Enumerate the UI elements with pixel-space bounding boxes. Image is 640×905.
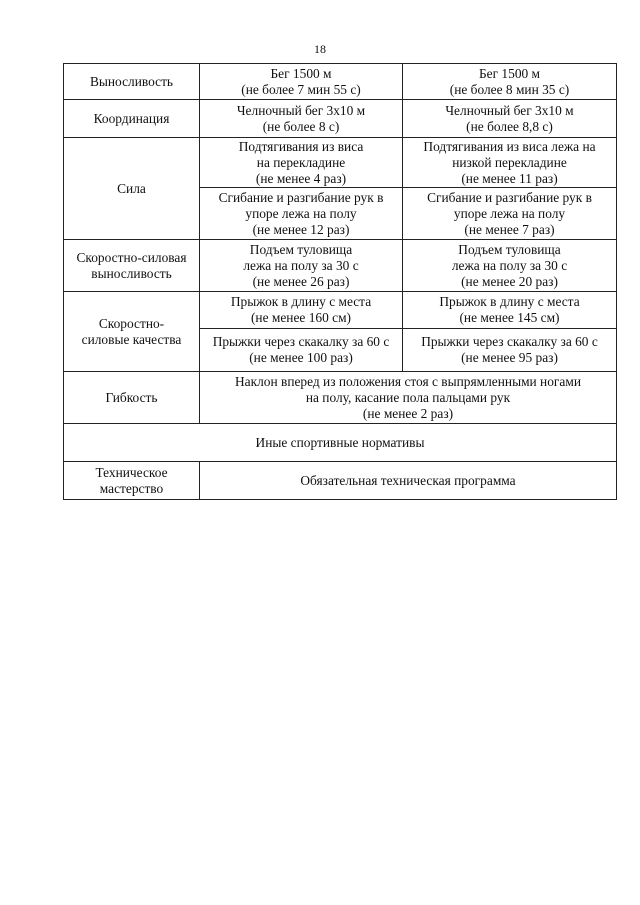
norm-line: лежа на полу за 30 с	[243, 257, 359, 273]
norm-line: на полу, касание пола пальцами рук	[305, 389, 511, 405]
norm-cell-b	[403, 240, 617, 292]
norm-line: лежа на полу за 30 с	[451, 257, 568, 273]
norm-line: Наклон вперед из положения стоя с выпрямленными ногами	[234, 373, 581, 389]
table-row-speed-strength-endurance	[64, 240, 617, 292]
quality-cell	[64, 64, 200, 100]
quality-label: Выносливость	[89, 73, 174, 89]
quality-cell	[64, 240, 200, 292]
table-row-speed-strength-1	[64, 292, 617, 329]
table-row-strength-1	[64, 138, 617, 188]
norm-cell-a	[200, 188, 403, 240]
norm-line: (не более 7 мин 55 с)	[241, 81, 361, 97]
norm-line: (не менее 100 раз)	[249, 350, 353, 365]
norm-line: (не более 8,8 с)	[466, 118, 553, 134]
norm-line: на перекладине	[256, 154, 346, 170]
norm-cell-combined	[200, 372, 617, 424]
norm-line: Прыжок в длину с места	[439, 294, 580, 309]
norm-cell-a	[200, 292, 403, 329]
quality-label: Техническое	[95, 464, 168, 480]
quality-label: Скоростно-силовая	[76, 249, 187, 265]
norm-line: (не менее 160 см)	[250, 310, 352, 325]
quality-label: выносливость	[91, 265, 172, 281]
norm-cell-combined	[200, 462, 617, 500]
section-title-cell	[64, 424, 617, 462]
norm-line: (не менее 4 раз)	[255, 170, 347, 186]
quality-cell	[64, 372, 200, 424]
norm-line: Подтягивания из виса	[238, 138, 364, 154]
norm-cell-b	[403, 292, 617, 329]
program-label: Обязательная техническая программа	[300, 472, 516, 488]
quality-cell	[64, 292, 200, 372]
norm-line: Бег 1500 м	[270, 65, 332, 81]
norm-cell-a	[200, 138, 403, 188]
norm-line: (не менее 7 раз)	[464, 221, 555, 237]
quality-cell	[64, 462, 200, 500]
norm-line: Подтягивания из виса лежа на	[423, 138, 596, 154]
norm-line: Сгибание и разгибание рук в	[427, 189, 592, 205]
page-number: 18	[314, 42, 326, 56]
quality-label: Сила	[117, 180, 146, 196]
table-row-coordination	[64, 100, 617, 138]
norm-cell-a	[200, 329, 403, 372]
norm-line: упоре лежа на полу	[245, 205, 357, 221]
norm-line: Прыжок в длину с места	[230, 294, 372, 309]
norm-line: Подъем туловища	[458, 241, 561, 257]
norm-cell-b	[403, 100, 617, 138]
table-row-technical	[64, 462, 617, 500]
quality-cell	[64, 138, 200, 240]
norm-cell-b	[403, 188, 617, 240]
norm-cell-b	[403, 64, 617, 100]
norm-line: (не менее 20 раз)	[461, 273, 558, 289]
table-row-section-header	[64, 424, 617, 462]
norm-line: Челночный бег 3х10 м	[445, 102, 574, 118]
quality-label: Скоростно-	[98, 315, 165, 331]
norms-table	[63, 63, 617, 500]
norm-line: (не более 8 мин 35 с)	[449, 81, 570, 97]
norm-cell-a	[200, 100, 403, 138]
quality-label: мастерство	[99, 480, 164, 496]
quality-label: Гибкость	[105, 389, 158, 405]
norm-line: (не менее 11 раз)	[461, 170, 558, 186]
norm-line: (не менее 2 раз)	[362, 405, 454, 421]
norm-line: (не менее 26 раз)	[252, 273, 350, 289]
table-row-endurance	[64, 64, 617, 100]
quality-label: Координация	[93, 110, 170, 126]
norm-cell-b	[403, 329, 617, 372]
norm-line: упоре лежа на полу	[453, 205, 566, 221]
norm-line: Челночный бег 3х10 м	[236, 102, 366, 118]
norm-line: Бег 1500 м	[478, 65, 541, 81]
norm-line: Прыжки через скакалку за 60 с	[212, 334, 390, 349]
norm-line: Подъем туловища	[249, 241, 353, 257]
norm-cell-a	[200, 64, 403, 100]
norm-line: (не менее 145 см)	[459, 310, 560, 325]
norm-line: (не менее 95 раз)	[461, 350, 558, 365]
quality-cell	[64, 100, 200, 138]
norm-line: Сгибание и разгибание рук в	[218, 189, 384, 205]
norm-line: (не менее 12 раз)	[252, 221, 350, 237]
norm-cell-b	[403, 138, 617, 188]
quality-label: силовые качества	[81, 331, 182, 347]
norm-line: (не более 8 с)	[262, 118, 340, 134]
norm-line: Прыжки через скакалку за 60 с	[421, 334, 598, 349]
norm-line: низкой перекладине	[452, 154, 567, 170]
table-row-flexibility	[64, 372, 617, 424]
norm-cell-a	[200, 240, 403, 292]
section-title: Иные спортивные нормативы	[255, 434, 425, 450]
